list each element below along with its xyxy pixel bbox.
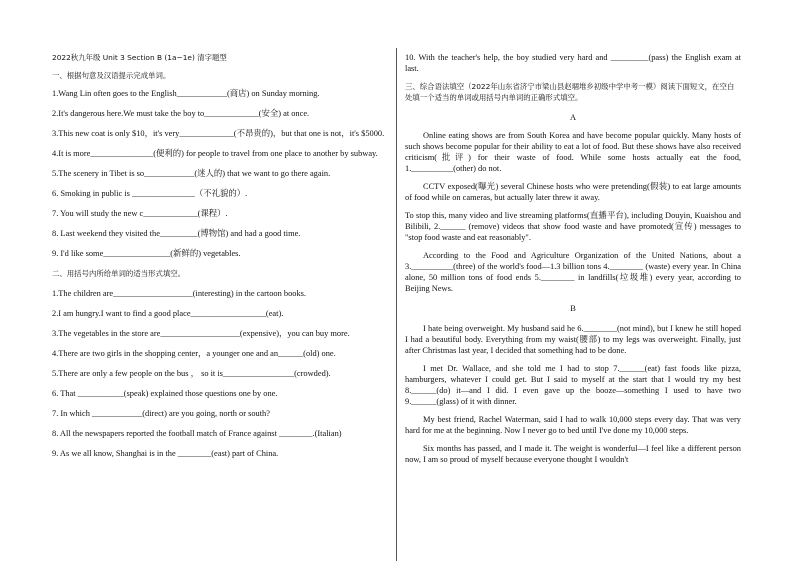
- sec2-question-5: 5.There are only a few people on the bus ， so it is_________________(crowded).: [52, 369, 331, 378]
- sec2-question-3: 3.The vegetables in the store are___________________(expensive)，you can buy more.: [52, 329, 350, 338]
- sec1-question-2: 2.It's dangerous here.We must take the boy to_____________(安全) at once.: [52, 109, 310, 118]
- section-1-heading: 一、根据句意及汉语提示完成单词。: [52, 71, 171, 80]
- sec2-question-8: 8. All the newspapers reported the football match of France against ________.(Italian): [52, 429, 342, 438]
- passage-b-paragraph: I hate being overweight. My husband said he 6.________(not mind), but I knew he still hoped I had a beautiful body. Everything from my waist(腰部) to my legs was overweight. Finally, just after Christmas last year, I decided that something had to be done.: [405, 324, 741, 355]
- worksheet-title: 2022秋九年级 Unit 3 Section B (1a~1e) 清字题型: [52, 53, 227, 62]
- passage-a-paragraph: Online eating shows are from South Korea and have become popular quickly. Many hosts of such shows become popular for their ability to eat a lot of food. But these shows have also received criticism(批评) for their waste of food. While some hosts actually eat the food, 1.__________(other) do not.: [405, 131, 741, 173]
- passage-a-paragraph: According to the Food and Agriculture Organization of the United Nations, about a 3.__________(three) of the world's food—1.3 billion tons 4.________ (waste) every year. In China alone, 50 million tons of food ends 5.________ in landfills(垃圾堆) every year, according to Beijing News.: [405, 251, 741, 293]
- sec2-question-4: 4.There are two girls in the shopping center，a younger one and an______(old) one.: [52, 349, 336, 358]
- sec2-question-7: 7. In which ____________(direct) are you going, north or south?: [52, 409, 270, 418]
- passage-b-paragraph: I met Dr. Wallace, and she told me I had to stop 7.______(eat) fast foods like pizza, hamburgers, whatever I could get. But I said to myself at the start that I would try my best 8.______(do) it—and I did. I even gave up the booze—something I used to have two 9.______(glass) of it with dinner.: [405, 364, 741, 406]
- column-divider: [396, 48, 397, 561]
- passage-b-paragraph: Six months has passed, and I made it. The weight is wonderful—I feel like a different person now, I am so proud of myself because everyone thought I wouldn't: [405, 444, 741, 464]
- sec1-question-9: 9. I'd like some________________(新鲜的) vegetables.: [52, 249, 241, 258]
- sec2-question-2: 2.I am hungry.I want to find a good place__________________(eat).: [52, 309, 284, 318]
- passage-a-paragraph: CCTV exposed(曝光) several Chinese hosts who were pretending(假装) to eat large amounts of food while on cameras, but actually later threw it away.: [405, 182, 741, 202]
- sec1-question-1: 1.Wang Lin often goes to the English____________(商店) on Sunday morning.: [52, 89, 320, 98]
- sec2-question-10: 10. With the teacher's help, the boy studied very hard and _________(pass) the English exam at last.: [405, 53, 741, 73]
- sec1-question-5: 5.The scenery in Tibet is so____________(迷人的) that we want to go there again.: [52, 169, 331, 178]
- passage-a-paragraph: To stop this, many video and live streaming platforms(直播平台), including Douyin, Kuaishou and Bilibili, 2.______ (remove) videos that show food waste and have promoted(宣传) messages to "stop food waste and eat reasonably".: [405, 211, 741, 242]
- passage-b-label: B: [570, 304, 576, 313]
- right-column: [405, 52, 741, 465]
- sec2-question-6: 6. That ___________(speak) explained those questions one by one.: [52, 389, 278, 398]
- section-2-heading: 二、用括号内所给单词的适当形式填空。: [52, 269, 186, 278]
- sec1-question-3: 3.This new coat is only $10，it's very_____________(不昂贵的)，but that one is not，it's $5000.: [52, 129, 385, 138]
- section-3-heading: 三、综合语法填空（2022年山东省济宁市梁山县赵堌堆乡初级中学中考一模）阅读下面短文，在空白处填一个适当的单词或用括号内单词的正确形式填空。: [405, 82, 735, 102]
- passage-b-paragraph: My best friend, Rachel Waterman, said I had to walk 10,000 steps every day. That was very hard for me at the beginning. Now I never go to bed until I've done my 10,000 steps.: [405, 415, 741, 435]
- sec1-question-6: 6. Smoking in public is _______________（不礼貌的）.: [52, 189, 248, 198]
- sec1-question-7: 7. You will study the new c_____________(课程）.: [52, 209, 228, 218]
- sec2-question-1: 1.The children are___________________(interesting) in the cartoon books.: [52, 289, 306, 298]
- sec1-question-8: 8. Last weekend they visited the_________(博物馆) and had a good time.: [52, 229, 301, 238]
- sec1-question-4: 4.It is more_______________(便利的) for people to travel from one place to another by subway.: [52, 149, 378, 158]
- left-column: [52, 52, 388, 459]
- passage-a-label: A: [569, 113, 577, 122]
- sec2-question-9: 9. As we all know, Shanghai is in the ________(east) part of China.: [52, 449, 279, 458]
